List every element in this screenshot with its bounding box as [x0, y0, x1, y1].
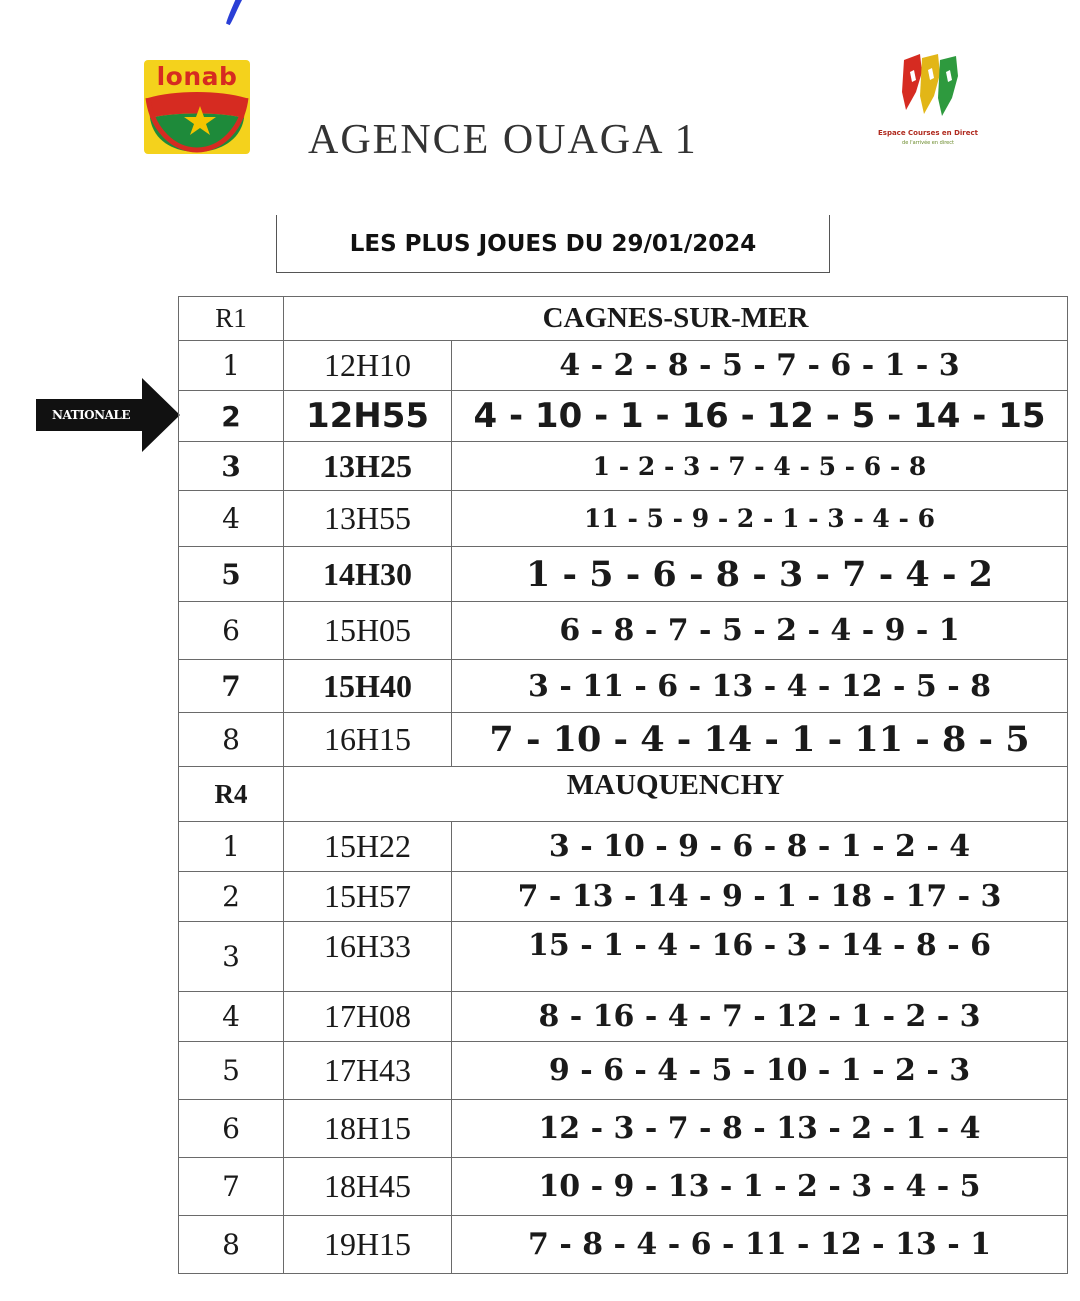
reunion-header-r4	[179, 767, 1068, 822]
race-time: 15H57	[284, 872, 452, 922]
race-row	[179, 602, 1068, 660]
race-numbers: 10 - 9 - 13 - 1 - 2 - 3 - 4 - 5	[452, 1158, 1068, 1216]
race-numbers: 15 - 1 - 4 - 16 - 3 - 14 - 8 - 6	[452, 922, 1068, 992]
race-time: 12H10	[284, 341, 452, 391]
race-time: 19H15	[284, 1216, 452, 1274]
race-time: 12H55	[284, 391, 452, 442]
race-time: 13H55	[284, 491, 452, 547]
race-time: 13H25	[284, 442, 452, 491]
race-number: 8	[179, 713, 284, 767]
race-numbers: 12 - 3 - 7 - 8 - 13 - 2 - 1 - 4	[452, 1100, 1068, 1158]
race-numbers: 8 - 16 - 4 - 7 - 12 - 1 - 2 - 3	[452, 992, 1068, 1042]
race-numbers: 3 - 10 - 9 - 6 - 8 - 1 - 2 - 4	[452, 822, 1068, 872]
race-row	[179, 341, 1068, 391]
reunion-venue: CAGNES-SUR-MER	[284, 297, 1068, 341]
race-time: 16H33	[284, 922, 452, 992]
partner-logo-tagline: de l'arrivée en direct	[902, 140, 954, 146]
race-row	[179, 547, 1068, 602]
race-numbers: 1 - 5 - 6 - 8 - 3 - 7 - 4 - 2	[452, 547, 1068, 602]
reunion-code: R4	[179, 767, 284, 822]
race-row	[179, 992, 1068, 1042]
race-time: 16H15	[284, 713, 452, 767]
race-row-nationale	[179, 391, 1068, 442]
race-number: 1	[179, 822, 284, 872]
race-row	[179, 491, 1068, 547]
race-row	[179, 1042, 1068, 1100]
race-time: 18H15	[284, 1100, 452, 1158]
race-row	[179, 1216, 1068, 1274]
race-numbers: 6 - 8 - 7 - 5 - 2 - 4 - 9 - 1	[452, 602, 1068, 660]
race-number: 2	[179, 872, 284, 922]
race-time: 17H08	[284, 992, 452, 1042]
race-row	[179, 872, 1068, 922]
race-number: 7	[179, 1158, 284, 1216]
race-number: 4	[179, 491, 284, 547]
race-number: 7	[179, 660, 284, 713]
race-time: 15H22	[284, 822, 452, 872]
results-table	[178, 296, 1068, 1274]
race-numbers: 7 - 8 - 4 - 6 - 11 - 12 - 13 - 1	[452, 1216, 1068, 1274]
race-number: 1	[179, 341, 284, 391]
nationale-arrow	[36, 378, 182, 452]
race-number: 6	[179, 602, 284, 660]
race-row	[179, 1100, 1068, 1158]
lonab-logo	[144, 60, 250, 154]
race-numbers: 4 - 2 - 8 - 5 - 7 - 6 - 1 - 3	[452, 341, 1068, 391]
lonab-logo-text: lonab	[156, 62, 238, 91]
race-number: 8	[179, 1216, 284, 1274]
reunion-header-r1	[179, 297, 1068, 341]
race-number: 6	[179, 1100, 284, 1158]
agency-title: AGENCE OUAGA 1	[308, 117, 698, 163]
reunion-venue: MAUQUENCHY	[284, 767, 1068, 822]
race-numbers: 7 - 10 - 4 - 14 - 1 - 11 - 8 - 5	[452, 713, 1068, 767]
partner-logo	[876, 52, 980, 152]
subtitle: LES PLUS JOUES DU 29/01/2024	[349, 230, 757, 257]
race-row	[179, 442, 1068, 491]
race-numbers: 3 - 11 - 6 - 13 - 4 - 12 - 5 - 8	[452, 660, 1068, 713]
race-row	[179, 660, 1068, 713]
race-row	[179, 1158, 1068, 1216]
race-row	[179, 713, 1068, 767]
subtitle-box	[276, 215, 830, 273]
race-numbers: 1 - 2 - 3 - 7 - 4 - 5 - 6 - 8	[452, 442, 1068, 491]
race-row	[179, 922, 1068, 992]
race-time: 15H05	[284, 602, 452, 660]
race-numbers: 11 - 5 - 9 - 2 - 1 - 3 - 4 - 6	[452, 491, 1068, 547]
race-numbers: 9 - 6 - 4 - 5 - 10 - 1 - 2 - 3	[452, 1042, 1068, 1100]
race-number: 4	[179, 992, 284, 1042]
race-number: 3	[179, 922, 284, 992]
race-number: 3	[179, 442, 284, 491]
partner-logo-text: Espace Courses en Direct	[878, 129, 978, 137]
nationale-label: NATIONALE	[52, 408, 130, 422]
horse-heads-icon	[876, 52, 980, 128]
race-time: 14H30	[284, 547, 452, 602]
race-number: 2	[179, 391, 284, 442]
race-time: 17H43	[284, 1042, 452, 1100]
reunion-code: R1	[179, 297, 284, 341]
race-numbers: 7 - 13 - 14 - 9 - 1 - 18 - 17 - 3	[452, 872, 1068, 922]
race-number: 5	[179, 547, 284, 602]
race-time: 15H40	[284, 660, 452, 713]
race-numbers: 4 - 10 - 1 - 16 - 12 - 5 - 14 - 15	[452, 391, 1068, 442]
race-time: 18H45	[284, 1158, 452, 1216]
race-number: 5	[179, 1042, 284, 1100]
race-row	[179, 822, 1068, 872]
pen-mark	[222, 0, 252, 28]
